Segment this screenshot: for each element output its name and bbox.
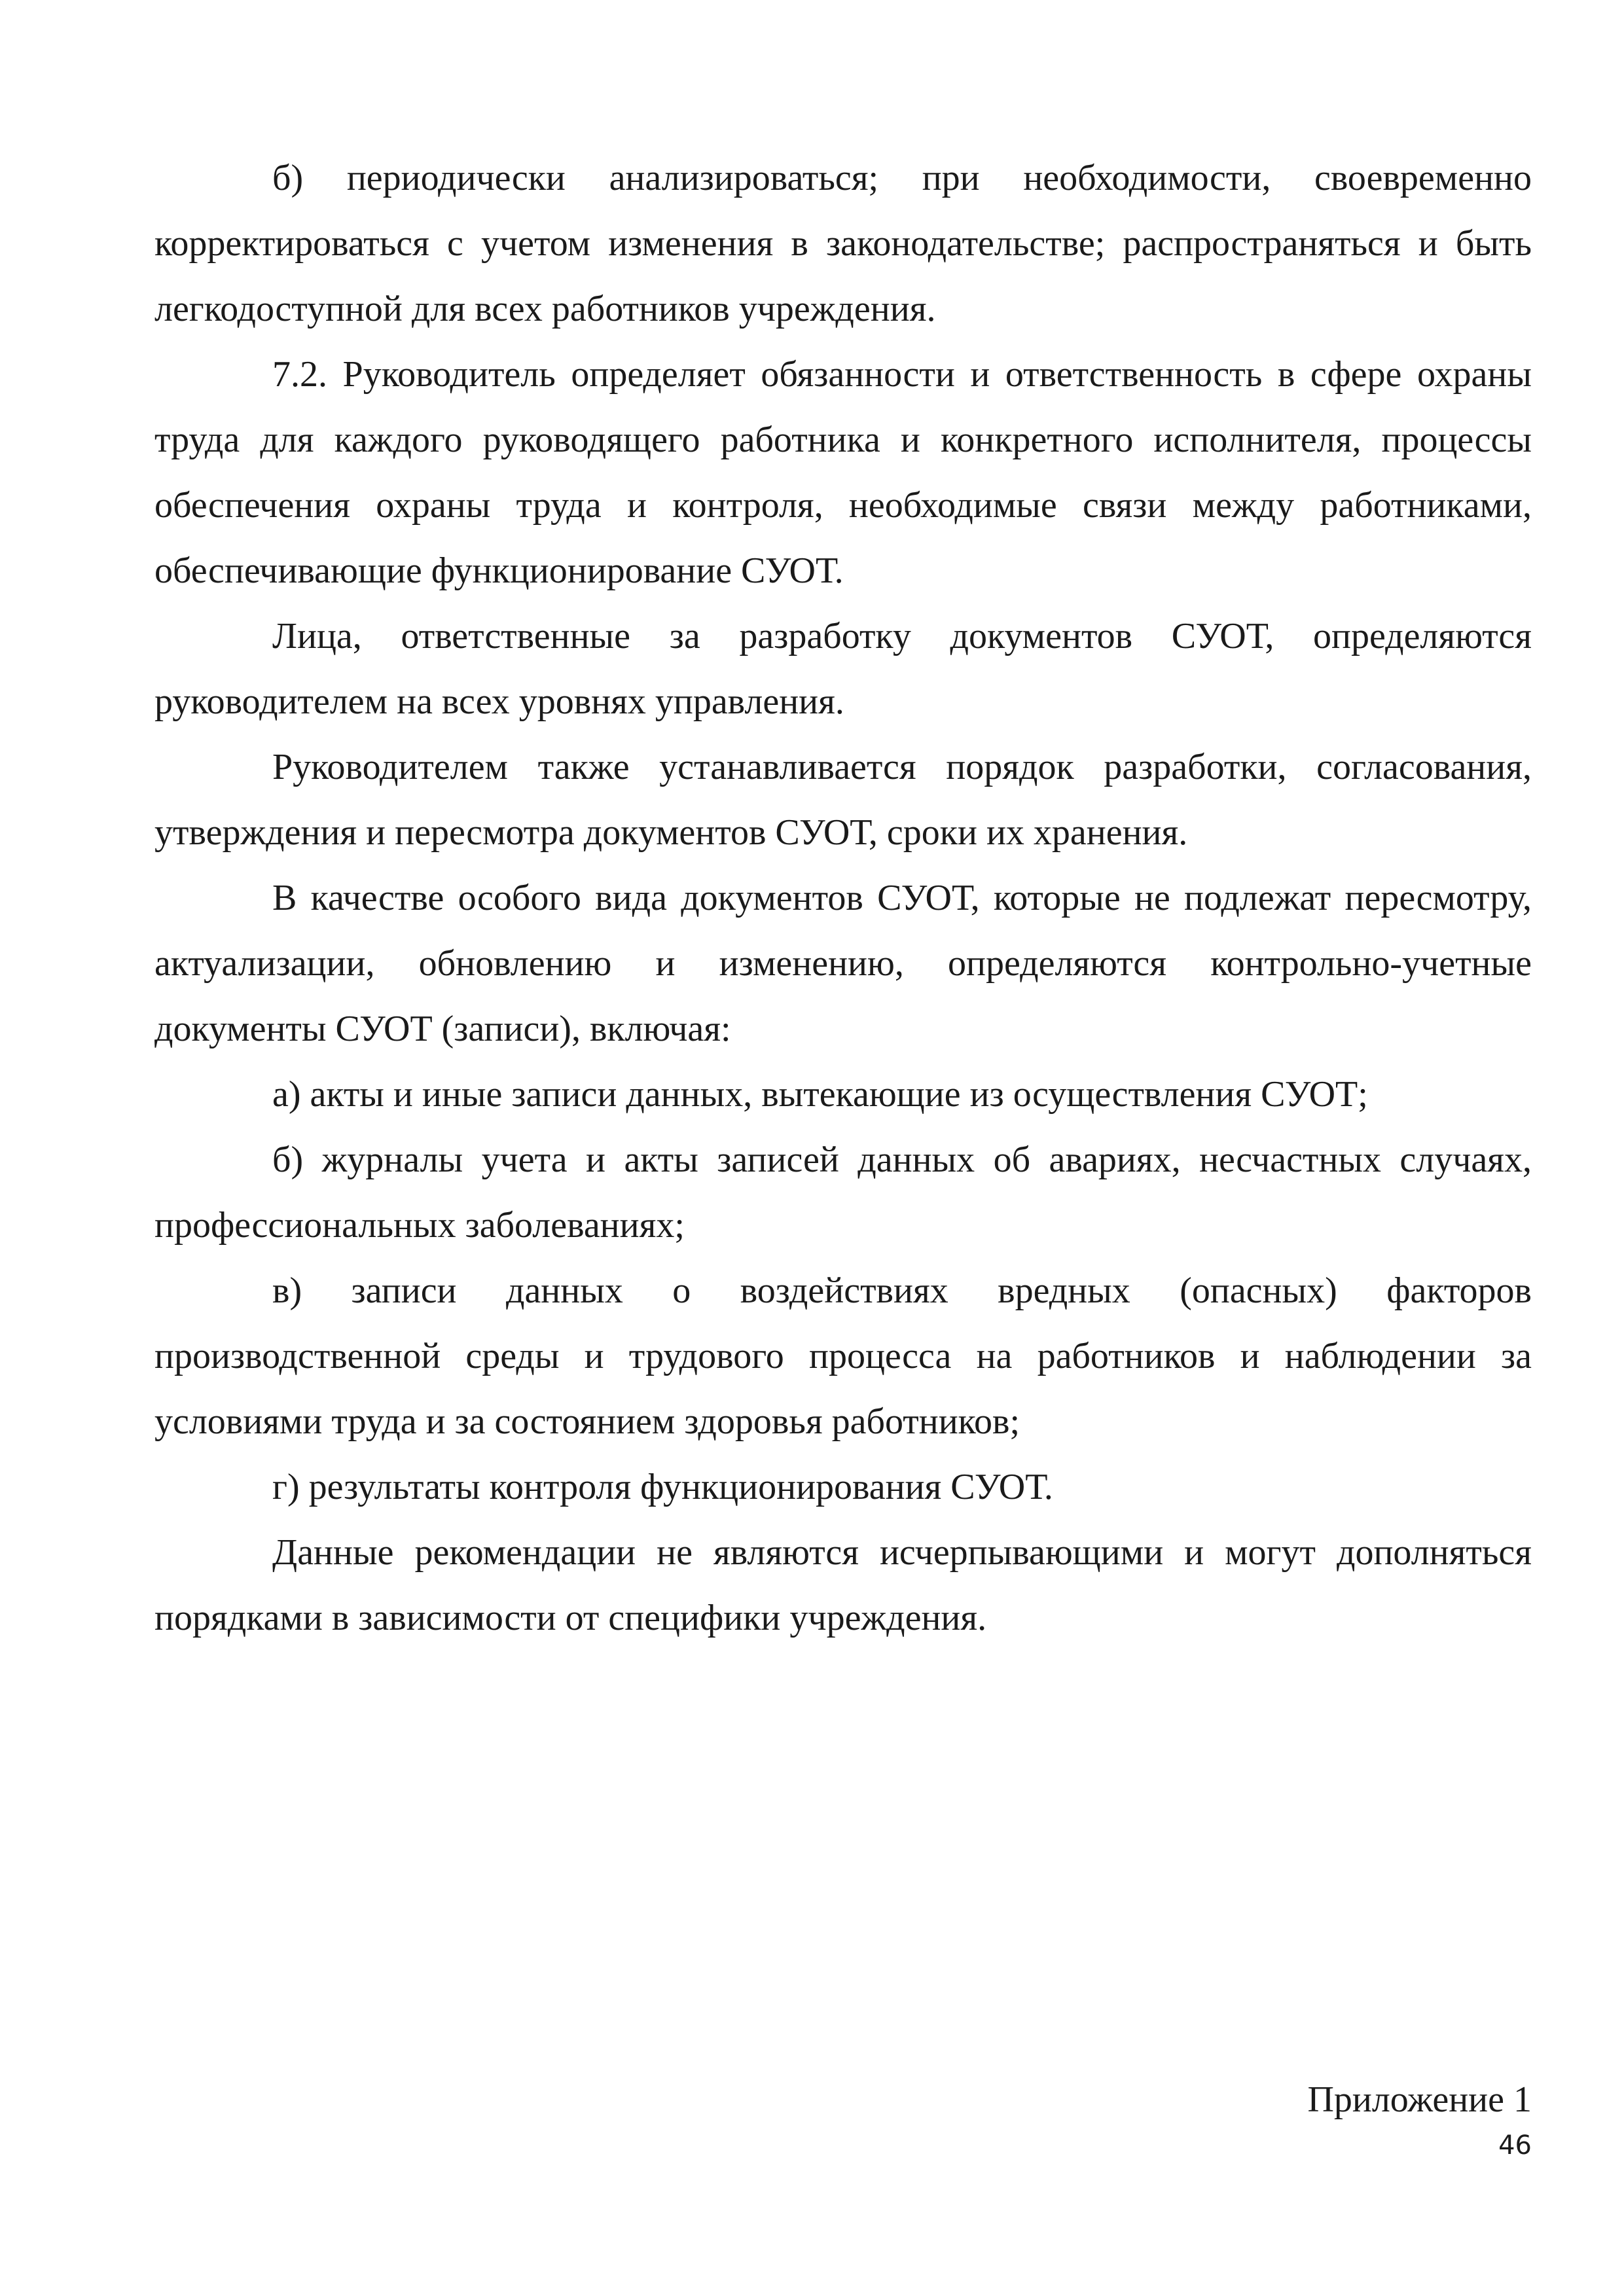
paragraph-section-7-2: 7.2. Руководитель определяет обязанности и ответственность в сфере охраны труда для каждого руководящего работника и конкретного исполнителя, процессы обеспечения охраны труда и контроля, необходимые связи между работниками, обеспечивающие функционирование СУОТ.	[154, 354, 1532, 591]
document-body	[154, 145, 1532, 1651]
list-item-g: г) результаты контроля функционирования СУОТ.	[272, 1467, 1053, 1507]
page-number: 46	[1498, 2130, 1532, 2161]
list-item-b: б) журналы учета и акты записей данных об авариях, несчастных случаях, профессиональных заболеваниях;	[154, 1139, 1532, 1246]
paragraph-document-procedure: Руководителем также устанавливается порядок разработки, согласования, утверждения и пересмотра документов СУОТ, сроки их хранения.	[154, 747, 1532, 853]
list-item-v: в) записи данных о воздействиях вредных (опасных) факторов производственной среды и трудового процесса на работников и наблюдении за условиями труда и за состоянием здоровья работников;	[154, 1270, 1532, 1442]
paragraph-control-documents: В качестве особого вида документов СУОТ, которые не подлежат пересмотру, актуализации, обновлению и изменению, определяются контрольно-учетные документы СУОТ (записи), включая:	[154, 878, 1532, 1049]
list-item-a: а) акты и иные записи данных, вытекающие из осуществления СУОТ;	[272, 1074, 1368, 1115]
paragraph-responsible-persons: Лица, ответственные за разработку документов СУОТ, определяются руководителем на всех уровнях управления.	[154, 616, 1532, 722]
appendix-label: Приложение 1	[1307, 2079, 1532, 2120]
paragraph-item-b-periodic-review: б) периодически анализироваться; при необходимости, своевременно корректироваться с учетом изменения в законодательстве; распространяться и быть легкодоступной для всех работников учреждения.	[154, 158, 1532, 329]
paragraph-recommendations-note: Данные рекомендации не являются исчерпывающими и могут дополняться порядками в зависимости от специфики учреждения.	[154, 1532, 1532, 1638]
